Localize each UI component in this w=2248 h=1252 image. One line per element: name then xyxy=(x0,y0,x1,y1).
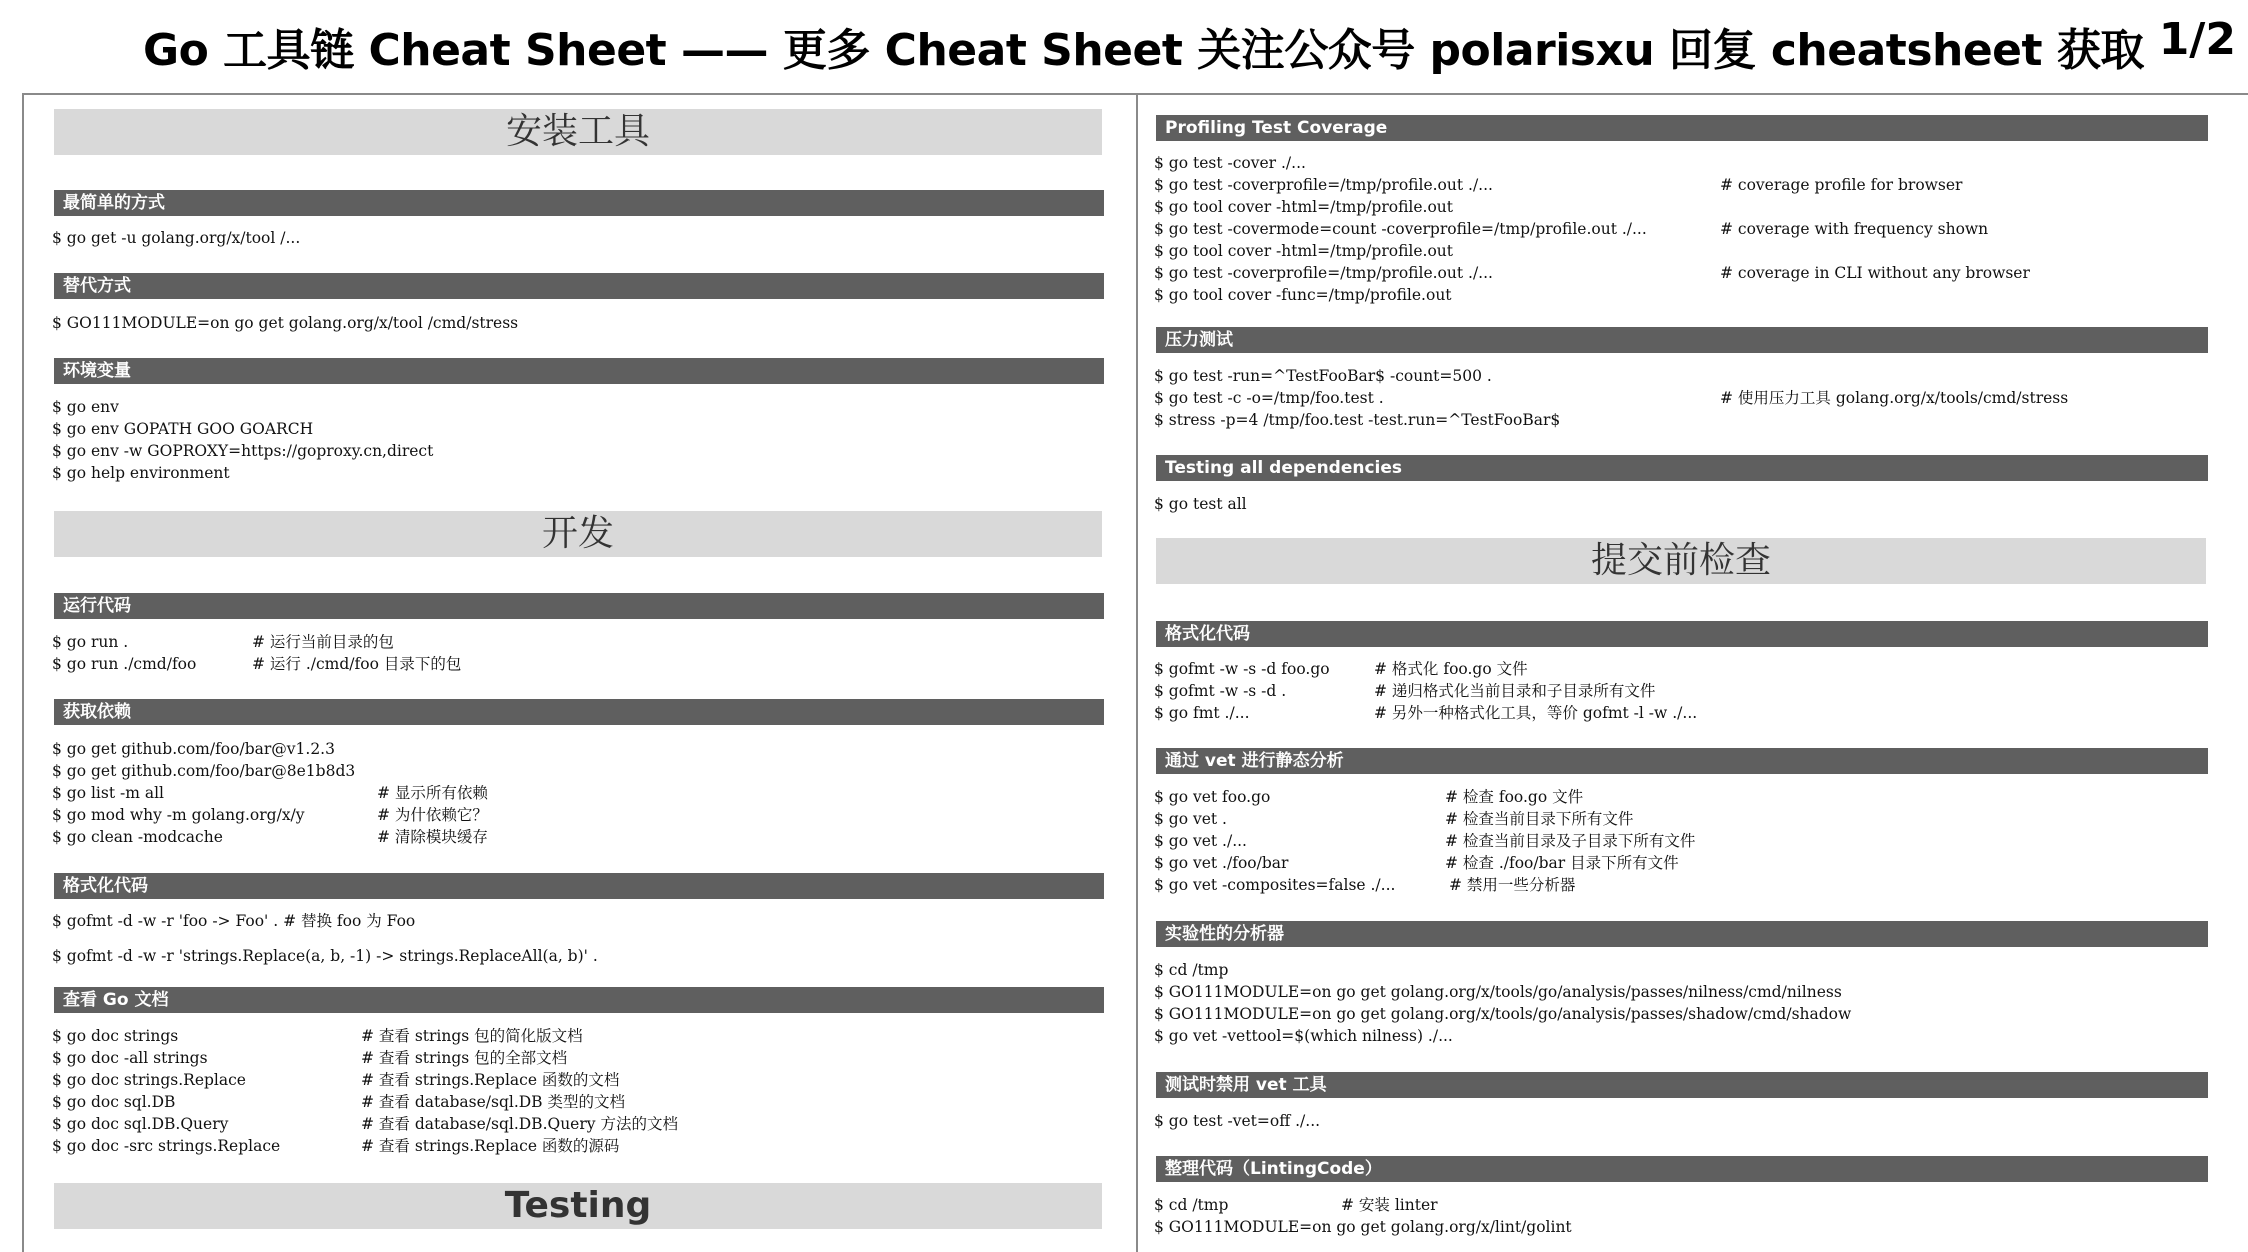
left-column xyxy=(24,95,1134,1252)
code-command: $ go run ./cmd/foo xyxy=(52,655,197,673)
code-line xyxy=(52,804,1092,826)
code-comment: # 为什依赖它？ xyxy=(377,806,488,824)
code-line xyxy=(1154,680,2234,702)
code-line xyxy=(52,1135,1092,1157)
code-line xyxy=(1154,365,2234,387)
code-command: $ go run . xyxy=(52,633,129,651)
code-line xyxy=(52,738,1092,760)
right-column xyxy=(1140,95,2248,1252)
code-line xyxy=(52,1091,1092,1113)
code-command: $ gofmt -w -s -d . xyxy=(1154,682,1287,700)
code-line: $ go help environment xyxy=(52,464,230,482)
code-comment: # 递归格式化当前目录和子目录所有文件 xyxy=(1374,682,1656,700)
code-line: $ go get -u golang.org/x/tool /... xyxy=(52,229,301,247)
subsection-stress: 压力测试 xyxy=(1156,327,2208,353)
page-title: Go 工具链 Cheat Sheet —— 更多 Cheat Sheet 关注公众号 polarisxu 回复 cheatsheet 获取 xyxy=(143,25,2144,76)
code-line: $ go test -vet=off ./... xyxy=(1154,1112,1321,1130)
code-line xyxy=(1154,658,2234,680)
code-comment: # 使用压力工具 golang.org/x/tools/cmd/stress xyxy=(1720,389,2069,407)
code-line xyxy=(1154,218,2234,240)
code-line xyxy=(1154,702,2234,724)
code-command: $ go doc sql.DB xyxy=(52,1093,176,1111)
code-line: $ go env GOPATH GOO GOARCH xyxy=(52,420,314,438)
code-line xyxy=(52,653,1092,675)
code-line xyxy=(1154,1216,2234,1238)
code-command: $ go test -cover ./... xyxy=(1154,154,1306,172)
subsection-alternative: 替代方式 xyxy=(54,273,1104,299)
subsection-profiling: Profiling Test Coverage xyxy=(1156,115,2208,141)
code-comment: # 显示所有依赖 xyxy=(377,784,488,802)
subsection-run: 运行代码 xyxy=(54,593,1104,619)
code-command: $ go list -m all xyxy=(52,784,165,802)
subsection-vet: 通过 vet 进行静态分析 xyxy=(1156,748,2208,774)
subsection-experimental: 实验性的分析器 xyxy=(1156,921,2208,947)
code-comment: # 禁用一些分析器 xyxy=(1449,876,1576,894)
code-line: $ go env -w GOPROXY=https://goproxy.cn,direct xyxy=(52,442,434,460)
code-command: $ go test -run=^TestFooBar$ -count=500 . xyxy=(1154,367,1492,385)
code-command: $ stress -p=4 /tmp/foo.test -test.run=^TestFooBar$ xyxy=(1154,411,1561,429)
code-comment: # 查看 strings 包的全部文档 xyxy=(361,1049,568,1067)
code-command: $ go doc strings.Replace xyxy=(52,1071,246,1089)
section-install: 安装工具 xyxy=(54,109,1102,155)
subsection-format: 格式化代码 xyxy=(54,873,1104,899)
code-command: $ go clean -modcache xyxy=(52,828,223,846)
code-line: $ go env xyxy=(52,398,119,416)
section-dev: 开发 xyxy=(54,511,1102,557)
code-line xyxy=(52,1047,1092,1069)
code-command: $ GO111MODULE=on go get golang.org/x/lint/golint xyxy=(1154,1218,1572,1236)
code-line xyxy=(1154,830,2234,852)
code-command: $ go vet -composites=false ./... xyxy=(1154,876,1396,894)
code-line xyxy=(52,760,1092,782)
code-line: $ cd /tmp xyxy=(1154,961,1229,979)
code-command: $ go mod why -m golang.org/x/y xyxy=(52,806,305,824)
code-command: $ go doc strings xyxy=(52,1027,179,1045)
subsection-simplest: 最简单的方式 xyxy=(54,190,1104,216)
code-line xyxy=(1154,409,2234,431)
code-command: $ go doc -all strings xyxy=(52,1049,208,1067)
code-command: $ go doc sql.DB.Query xyxy=(52,1115,229,1133)
code-command: $ cd /tmp xyxy=(1154,1196,1229,1214)
code-command: $ go test -coverprofile=/tmp/profile.out ./... xyxy=(1154,176,1493,194)
code-line xyxy=(52,1113,1092,1135)
code-line: $ GO111MODULE=on go get golang.org/x/tools/go/analysis/passes/nilness/cmd/nilness xyxy=(1154,983,1842,1001)
code-command: $ go fmt ./... xyxy=(1154,704,1250,722)
code-line xyxy=(1154,387,2234,409)
code-comment: # 查看 strings.Replace 函数的源码 xyxy=(361,1137,620,1155)
code-line xyxy=(1154,284,2234,306)
code-line xyxy=(1154,240,2234,262)
code-command: $ gofmt -w -s -d foo.go xyxy=(1154,660,1330,678)
code-comment: # 查看 strings.Replace 函数的文档 xyxy=(361,1071,620,1089)
code-line xyxy=(1154,152,2234,174)
code-line xyxy=(1154,174,2234,196)
code-comment: # 另外一种格式化工具，等价 gofmt -l -w ./... xyxy=(1374,704,1698,722)
code-command: $ go vet . xyxy=(1154,810,1227,828)
code-line: $ GO111MODULE=on go get golang.org/x/tools/go/analysis/passes/shadow/cmd/shadow xyxy=(1154,1005,1852,1023)
code-comment: # 检查当前目录及子目录下所有文件 xyxy=(1445,832,1696,850)
code-line xyxy=(52,782,1092,804)
code-command: $ go get github.com/foo/bar@8e1b8d3 xyxy=(52,762,356,780)
code-command: $ go tool cover -func=/tmp/profile.out xyxy=(1154,286,1452,304)
code-command: $ go test -covermode=count -coverprofile=/tmp/profile.out ./... xyxy=(1154,220,1647,238)
subsection-deps: 获取依赖 xyxy=(54,699,1104,725)
code-line xyxy=(52,1025,1092,1047)
code-comment: # 查看 strings 包的简化版文档 xyxy=(361,1027,583,1045)
code-line xyxy=(1154,852,2234,874)
code-comment: # coverage in CLI without any browser xyxy=(1720,264,2030,282)
code-line xyxy=(1154,786,2234,808)
subsection-doc: 查看 Go 文档 xyxy=(54,987,1104,1013)
section-precheck: 提交前检查 xyxy=(1156,538,2206,584)
code-line xyxy=(52,1069,1092,1091)
code-line xyxy=(1154,874,2234,896)
code-line: $ gofmt -d -w -r 'foo -> Foo' . # 替换 foo 为 Foo xyxy=(52,912,416,930)
code-command: $ go vet ./foo/bar xyxy=(1154,854,1289,872)
code-comment: # coverage with frequency shown xyxy=(1720,220,1989,238)
code-command: $ go vet ./... xyxy=(1154,832,1247,850)
code-command: $ go tool cover -html=/tmp/profile.out xyxy=(1154,198,1454,216)
code-command: $ go doc -src strings.Replace xyxy=(52,1137,281,1155)
code-line: $ go vet -vettool=$(which nilness) ./... xyxy=(1154,1027,1453,1045)
subsection-gofmt: 格式化代码 xyxy=(1156,621,2208,647)
subsection-env: 环境变量 xyxy=(54,358,1104,384)
code-command: $ go vet foo.go xyxy=(1154,788,1271,806)
code-comment: # 检查 foo.go 文件 xyxy=(1445,788,1584,806)
page-header xyxy=(0,0,2248,92)
code-comment: # 检查 ./foo/bar 目录下所有文件 xyxy=(1445,854,1679,872)
code-command: $ go tool cover -html=/tmp/profile.out xyxy=(1154,242,1454,260)
code-comment: # 运行当前目录的包 xyxy=(252,633,394,651)
code-comment: # 检查当前目录下所有文件 xyxy=(1445,810,1634,828)
subsection-lint: 整理代码（LintingCode） xyxy=(1156,1156,2208,1182)
page-number: 1/2 xyxy=(2158,14,2236,65)
code-comment: # 查看 database/sql.DB 类型的文档 xyxy=(361,1093,625,1111)
code-line xyxy=(52,826,1092,848)
section-testing: Testing xyxy=(54,1183,1102,1229)
code-line xyxy=(1154,262,2234,284)
code-line: $ go test all xyxy=(1154,495,1247,513)
column-divider xyxy=(1136,95,1138,1252)
code-line xyxy=(1154,196,2234,218)
subsection-disable-vet: 测试时禁用 vet 工具 xyxy=(1156,1072,2208,1098)
code-comment: # coverage profile for browser xyxy=(1720,176,1963,194)
code-comment: # 格式化 foo.go 文件 xyxy=(1374,660,1528,678)
code-line: $ gofmt -d -w -r 'strings.Replace(a, b, -1) -> strings.ReplaceAll(a, b)' . xyxy=(52,947,598,965)
code-command: $ go test -coverprofile=/tmp/profile.out ./... xyxy=(1154,264,1493,282)
code-command: $ go test -c -o=/tmp/foo.test . xyxy=(1154,389,1384,407)
code-comment: # 安装 linter xyxy=(1341,1196,1438,1214)
code-line: $ GO111MODULE=on go get golang.org/x/tool /cmd/stress xyxy=(52,314,519,332)
code-comment: # 清除模块缓存 xyxy=(377,828,488,846)
code-comment: # 查看 database/sql.DB.Query 方法的文档 xyxy=(361,1115,678,1133)
code-line xyxy=(1154,808,2234,830)
code-command: $ go get github.com/foo/bar@v1.2.3 xyxy=(52,740,335,758)
code-comment: # 运行 ./cmd/foo 目录下的包 xyxy=(252,655,462,673)
code-line xyxy=(52,631,1092,653)
subsection-testall: Testing all dependencies xyxy=(1156,455,2208,481)
code-line xyxy=(1154,1194,2234,1216)
